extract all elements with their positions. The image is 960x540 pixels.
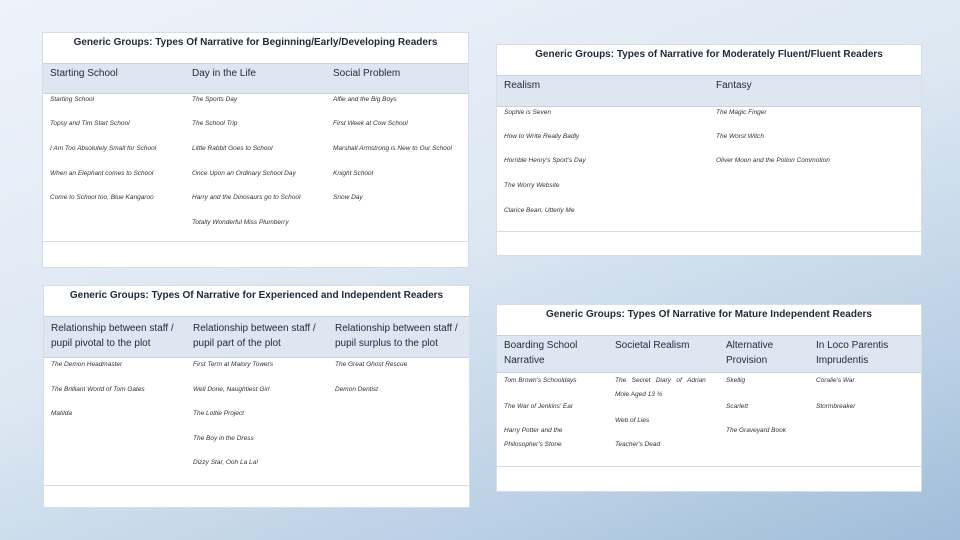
panel-title: Generic Groups: Types of Narrative for Moderately Fluent/Fluent Readers — [535, 49, 883, 60]
book-title: Harry and the Dinosaurs go to School — [192, 194, 301, 201]
header-boarding-school — [504, 338, 577, 368]
panel-fluent-readers — [496, 44, 922, 256]
header-line: Relationship between staff / — [193, 323, 316, 334]
header-line: pupil surplus to the plot — [335, 338, 438, 349]
book-title: Knight School — [333, 170, 374, 177]
header-alternative-provision — [726, 338, 773, 368]
book-title: The Demon Headmaster — [51, 361, 123, 368]
book-title: The War of Jenkins' Ear — [504, 403, 574, 410]
panel-title: Generic Groups: Types Of Narrative for Experienced and Independent Readers — [69, 290, 444, 301]
header-surplus — [335, 321, 458, 351]
header-line: In Loco Parentis — [816, 340, 889, 351]
header-row — [44, 316, 469, 358]
panel-title: Generic Groups: Types Of Narrative for Mature Independent Readers — [545, 309, 872, 320]
book-title: The Sports Day — [192, 96, 238, 103]
book-title: Matilda — [51, 410, 72, 417]
book-title: Dizzy Star, Ooh La La! — [193, 459, 259, 466]
book-title: Oliver Moon and the Potion Commotion — [716, 157, 830, 164]
panel-mature-readers — [496, 304, 922, 492]
book-title: The Secret Diary of Adrian — [615, 377, 706, 384]
header-line: pupil part of the plot — [193, 338, 281, 349]
book-title: When an Elephant comes to School — [50, 170, 154, 177]
book-title: Topsy and Tim Start School — [50, 120, 130, 127]
book-title: The Lottie Project — [193, 410, 244, 417]
book-title: The Worst Witch — [716, 133, 764, 140]
book-title: Scarlett — [726, 403, 749, 410]
header-line: Boarding School — [504, 340, 578, 351]
empty-row — [44, 485, 469, 508]
book-title: How to Write Really Badly — [504, 133, 580, 140]
book-title: The Worry Website — [504, 182, 560, 189]
book-title: Well Done, Naughtiest Girl — [193, 386, 270, 393]
book-title: Alfie and the Big Boys — [333, 96, 397, 103]
panel-beginning-readers — [42, 32, 469, 268]
empty-row — [43, 241, 468, 268]
header-line: Provision — [726, 355, 768, 366]
header-social-problem: Social Problem — [333, 68, 401, 79]
header-line: pupil pivotal to the plot — [51, 338, 151, 349]
header-starting-school: Starting School — [50, 68, 118, 79]
book-title: Stormbreaker — [816, 403, 856, 410]
book-title: The Magic Finger — [716, 109, 767, 116]
book-title: First Week at Cow School — [333, 120, 408, 127]
header-pivotal — [51, 321, 174, 351]
book-title: I Am Too Absolutely Small for School — [50, 145, 157, 152]
book-title: Snow Day — [333, 194, 363, 201]
book-title: Tom Brown's Schooldays — [504, 377, 577, 384]
header-line: Relationship between staff / — [51, 323, 174, 334]
header-societal-realism — [615, 338, 689, 353]
book-title: Come to School too, Blue Kangaroo — [50, 194, 154, 201]
book-title: The School Trip — [192, 120, 238, 127]
header-line: Narrative — [504, 355, 545, 366]
book-title: Philosopher's Stone — [504, 441, 562, 448]
book-title: Teacher's Dead — [615, 441, 661, 448]
book-title: Marshall Armstrong is New to Our School — [333, 145, 452, 152]
header-line: Imprudentis — [816, 355, 869, 366]
header-row — [497, 335, 921, 373]
book-title: First Term at Malory Towers — [193, 361, 274, 368]
book-title: Web of Lies — [615, 417, 650, 424]
book-title: Mole Aged 13 ¾ — [615, 391, 663, 398]
book-title: The Graveyard Book — [726, 427, 786, 434]
empty-row — [497, 231, 921, 256]
panel-independent-readers — [43, 285, 470, 508]
book-title: The Boy in the Dress — [193, 435, 254, 442]
header-day-in-the-life: Day in the Life — [192, 68, 256, 79]
book-title: Little Rabbit Goes to School — [192, 145, 273, 152]
book-title: Demon Dentist — [335, 386, 378, 393]
book-title: Skellig — [726, 377, 746, 384]
header-in-loco-parentis — [816, 338, 888, 368]
header-realism: Realism — [504, 80, 541, 91]
header-row — [497, 75, 921, 107]
empty-row — [497, 466, 921, 492]
header-line: Relationship between staff / — [335, 323, 458, 334]
book-title: The Great Ghost Rescue — [335, 361, 408, 368]
book-title: Sophie is Seven — [504, 109, 551, 116]
header-line: Societal Realism — [615, 340, 690, 351]
book-title: Clarice Bean, Utterly Me — [504, 207, 575, 214]
header-part — [193, 321, 316, 351]
header-fantasy: Fantasy — [716, 80, 752, 91]
header-row — [43, 63, 468, 94]
book-title: Coralie's War — [816, 377, 855, 384]
book-title: Harry Potter and the — [504, 427, 563, 434]
book-title: Totally Wonderful Miss Plumberry — [192, 219, 289, 226]
panel-title: Generic Groups: Types Of Narrative for Beginning/Early/Developing Readers — [73, 37, 438, 48]
book-title: Once Upon an Ordinary School Day — [192, 170, 296, 177]
book-title: The Brilliant World of Tom Gates — [51, 386, 145, 393]
book-title: Starting School — [50, 96, 95, 103]
header-line: Alternative — [726, 340, 774, 351]
book-title: Horrible Henry's Sport's Day — [504, 157, 586, 164]
